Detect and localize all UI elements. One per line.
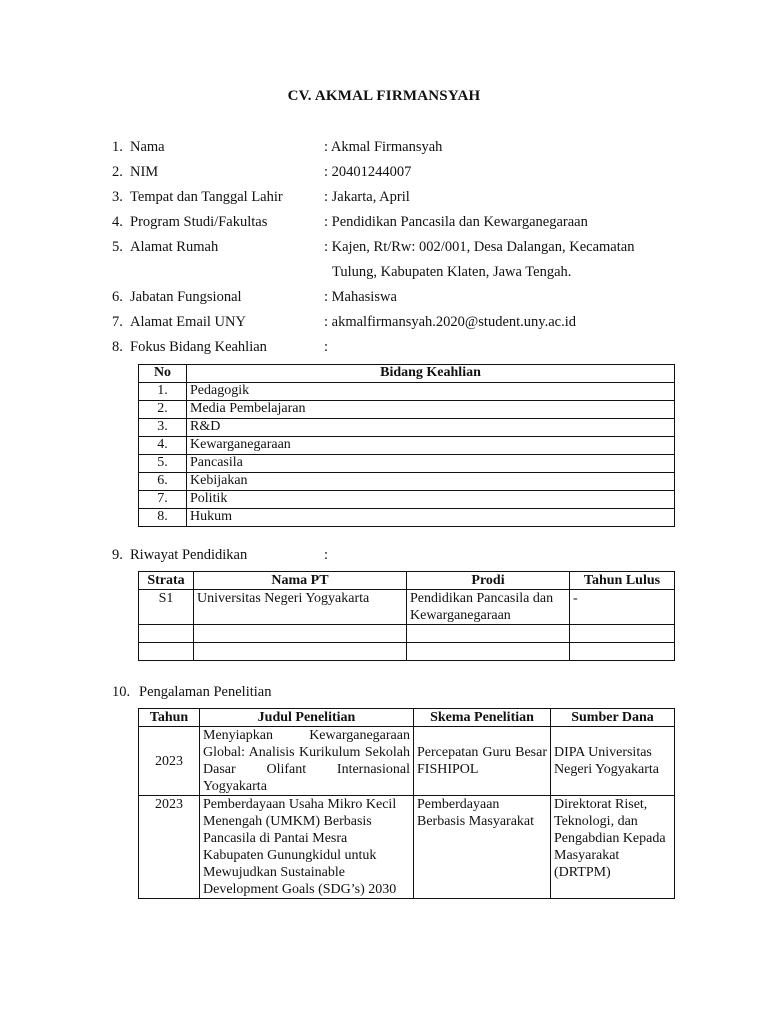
table-row (139, 509, 675, 527)
cell-bidang: Hukum (187, 509, 675, 527)
table-row (139, 643, 675, 661)
column-header: Bidang Keahlian (187, 365, 675, 383)
column-header: Judul Penelitian (200, 709, 414, 727)
column-header: Strata (139, 572, 194, 590)
penelitian-table (138, 708, 675, 899)
cell-judul: Menyiapkan Kewarganegaraan Global: Analisis Kurikulum Sekolah Dasar Olifant Internasional Yogyakarta (200, 727, 414, 796)
table-header-row (139, 572, 675, 590)
field-value: : Jakarta, April (324, 189, 410, 205)
field-label: Pengalaman Penelitian (139, 684, 272, 700)
cell-sumber-dana: Direktorat Riset, Teknologi, dan Pengabdian Kepada Masyarakat (DRTPM) (551, 796, 675, 899)
cell-no: 6. (139, 473, 187, 491)
table-row (139, 437, 675, 455)
column-header: Nama PT (194, 572, 407, 590)
cv-title: CV. AKMAL FIRMANSYAH (287, 88, 481, 104)
table-header-row (139, 709, 675, 727)
field-value: : Akmal Firmansyah (324, 139, 443, 155)
field-number: 7. (112, 314, 123, 330)
pendidikan-table (138, 571, 675, 661)
table-row (139, 727, 675, 796)
cell-strata: S1 (139, 590, 194, 625)
table-row (139, 625, 675, 643)
cell-tahun: 2023 (139, 796, 200, 899)
cell-no: 3. (139, 419, 187, 437)
cell-tahun-lulus: - (570, 590, 675, 625)
field-label: Fokus Bidang Keahlian (130, 339, 267, 355)
table-row (139, 473, 675, 491)
field-number: 9. (112, 547, 123, 563)
cell-no: 4. (139, 437, 187, 455)
cell-no: 1. (139, 383, 187, 401)
field-value: : Kajen, Rt/Rw: 002/001, Desa Dalangan, Kecamatan (324, 239, 635, 255)
column-header: Tahun Lulus (570, 572, 675, 590)
field-value: : Pendidikan Pancasila dan Kewarganegaraan (324, 214, 588, 230)
field-value: : (324, 547, 329, 563)
field-value-continued: Tulung, Kabupaten Klaten, Jawa Tengah. (332, 264, 572, 280)
cell-skema: Percepatan Guru Besar FISHIPOL (414, 727, 551, 796)
table-row (139, 383, 675, 401)
field-label: Tempat dan Tanggal Lahir (130, 189, 283, 205)
cell-no: 5. (139, 455, 187, 473)
field-value: : (324, 339, 329, 355)
field-label: Jabatan Fungsional (130, 289, 242, 305)
field-label: Riwayat Pendidikan (130, 547, 248, 563)
column-header: Skema Penelitian (414, 709, 551, 727)
cell-judul: Pemberdayaan Usaha Mikro Kecil Menengah (UMKM) Berbasis Pancasila di Pantai Mesra Kabupaten Gunungkidul untuk Mewujudkan Sustainable Development Goals (SDG’s) 2030 (200, 796, 414, 899)
field-label: Program Studi/Fakultas (130, 214, 268, 230)
column-header: Prodi (407, 572, 570, 590)
cell-nama-pt: Universitas Negeri Yogyakarta (194, 590, 407, 625)
table-row (139, 491, 675, 509)
cell-prodi: Pendidikan Pancasila dan Kewarganegaraan (407, 590, 570, 625)
table-row (139, 401, 675, 419)
cell-bidang: Pancasila (187, 455, 675, 473)
field-number: 1. (112, 139, 123, 155)
field-number: 6. (112, 289, 123, 305)
cell-skema: Pemberdayaan Berbasis Masyarakat (414, 796, 551, 899)
field-number: 5. (112, 239, 123, 255)
cell-no: 7. (139, 491, 187, 509)
cell-bidang: Kebijakan (187, 473, 675, 491)
column-header: No (139, 365, 187, 383)
cell-no: 2. (139, 401, 187, 419)
field-number: 4. (112, 214, 123, 230)
cell-tahun: 2023 (139, 727, 200, 796)
cell-bidang: R&D (187, 419, 675, 437)
table-row (139, 455, 675, 473)
cell-bidang: Pedagogik (187, 383, 675, 401)
column-header: Sumber Dana (551, 709, 675, 727)
cell-bidang: Politik (187, 491, 675, 509)
field-number: 2. (112, 164, 123, 180)
field-number: 8. (112, 339, 123, 355)
field-label: Nama (130, 139, 165, 155)
table-header-row (139, 365, 675, 383)
cell-no: 8. (139, 509, 187, 527)
cell-sumber-dana: DIPA Universitas Negeri Yogyakarta (551, 727, 675, 796)
field-label: Alamat Email UNY (130, 314, 246, 330)
field-value: : Mahasiswa (324, 289, 397, 305)
table-row (139, 590, 675, 625)
field-value: : akmalfirmansyah.2020@student.uny.ac.id (324, 314, 577, 330)
field-number: 10. (112, 684, 131, 700)
field-label: NIM (130, 164, 159, 180)
table-row (139, 796, 675, 899)
keahlian-table (138, 364, 675, 527)
cell-bidang: Media Pembelajaran (187, 401, 675, 419)
field-number: 3. (112, 189, 123, 205)
table-row (139, 419, 675, 437)
cell-bidang: Kewarganegaraan (187, 437, 675, 455)
column-header: Tahun (139, 709, 200, 727)
field-label: Alamat Rumah (130, 239, 219, 255)
field-value: : 20401244007 (324, 164, 412, 180)
